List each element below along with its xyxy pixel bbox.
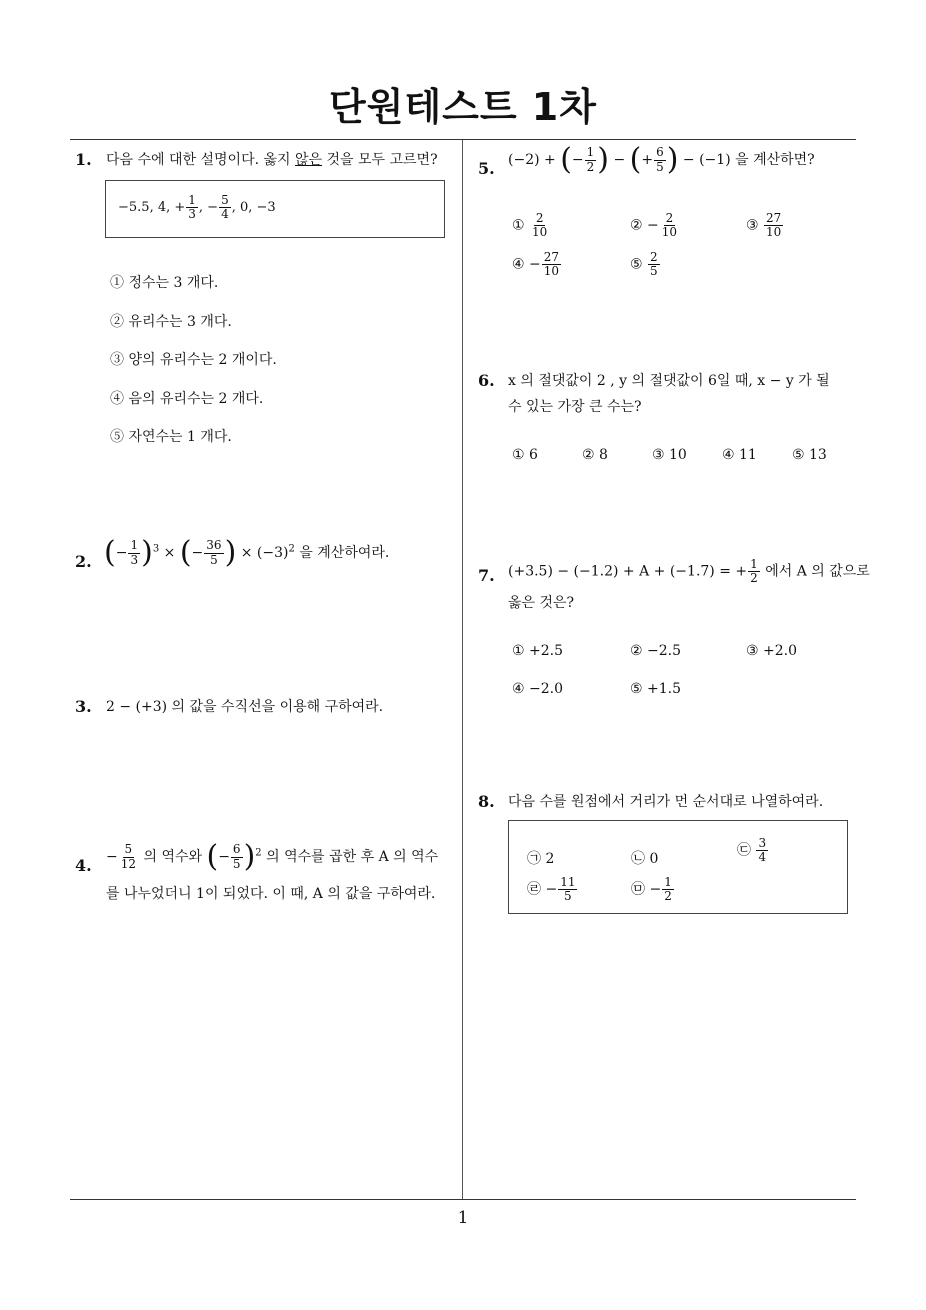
q5-choice-4-num: 27: [543, 250, 560, 264]
q1-text: [106, 152, 438, 169]
q7-frac: [748, 558, 760, 585]
q4-text-2: 의 역수를 곱한 후 A 의 역수: [261, 849, 439, 865]
q5-choice-4: [512, 251, 562, 278]
q1-choice-2: ② 유리수는 3 개다.: [110, 314, 232, 330]
q5-choice-3-den: 10: [766, 225, 782, 240]
q5-frac-2: [654, 146, 666, 173]
q1-choice-4: ④ 음의 유리수는 2 개다.: [110, 391, 264, 407]
q5-choice-3-frac: [764, 212, 783, 239]
q7-frac-den: 2: [750, 571, 758, 586]
q8-item-3-frac: [756, 837, 768, 864]
q7-choice-4: ④ −2.0: [512, 681, 563, 697]
q8-item-5-mark: ㉤: [631, 881, 645, 898]
q8-item-5-num: 1: [664, 875, 672, 889]
q1-text-a: 다음 수에 대한 설명이다. 옳지: [106, 152, 295, 168]
q4-exponent: 2: [255, 847, 262, 859]
q5-choice-4-mark: ④: [512, 256, 525, 273]
q2-exponent-2: 2: [288, 543, 295, 555]
q1-number: 1.: [75, 150, 92, 169]
q1-choice-5: ⑤ 자연수는 1 개다.: [110, 429, 232, 445]
q2-tail-b: 을 계산하여라.: [294, 545, 390, 561]
q1-number-box: [105, 180, 445, 238]
q8-item-5-frac: [662, 876, 674, 903]
q5-lparen-1: (: [560, 142, 572, 177]
q2-times: ×: [159, 545, 180, 561]
q5-choice-1-frac: [530, 212, 549, 239]
bottom-rule: [70, 1199, 856, 1200]
q8-item-4-den: 5: [564, 889, 572, 904]
q7-line-1: [508, 558, 870, 585]
q7-choice-3: ③ +2.0: [746, 643, 797, 659]
q7-choice-5: ⑤ +1.5: [630, 681, 681, 697]
q5-choice-4-sign: −: [529, 256, 541, 273]
q1-frac-2: [219, 194, 231, 221]
q2-tail-a: × (−3): [236, 545, 289, 561]
q1-frac-2-num: 5: [221, 193, 229, 207]
q2-expression: (− $\frac{1}{3}$ )$^3$ × (− $\frac{36}{5}$ ) × $(-3)^2$ 을 계산하여라.: [104, 535, 390, 570]
page-title: 단원테스트 1차: [329, 85, 597, 129]
q5-rparen-2: ): [666, 142, 679, 177]
q5-choice-3-num: 27: [766, 211, 782, 225]
q1-box-b: , −: [198, 200, 219, 216]
q4-number: 4.: [75, 856, 92, 875]
q2-frac-1-num: 1: [130, 538, 139, 553]
q5-choice-2-mark: ②: [630, 217, 643, 234]
q8-item-3: [737, 837, 769, 864]
q5-frac-1: [585, 146, 597, 173]
q1-text-b: 것을 모두 고르면?: [322, 152, 438, 168]
q5-frac-2-den: 5: [656, 159, 664, 174]
q8-item-5-sign: −: [649, 881, 662, 898]
q6-line-2: 수 있는 가장 큰 수는?: [508, 399, 642, 415]
q5-choice-2-num: 2: [665, 211, 674, 225]
q4-frac-1-den: 12: [120, 856, 137, 871]
q7-choice-1: ① +2.5: [512, 643, 563, 659]
q5-choice-5-num: 2: [650, 250, 658, 264]
q6-choice-4: ④ 11: [722, 447, 757, 463]
q5-choice-1-num: 2: [535, 211, 544, 225]
q6-choice-5: ⑤ 13: [792, 447, 827, 463]
q5-frac-2-num: 6: [656, 145, 664, 160]
q7-choice-2: ② −2.5: [630, 643, 681, 659]
q1-frac-2-den: 4: [221, 207, 229, 222]
q1-frac-1-num: 1: [188, 193, 196, 207]
q2-rparen-1: ): [141, 535, 153, 570]
q4-rparen: ): [243, 839, 256, 874]
q5-lparen-2: (: [629, 142, 642, 177]
q8-item-1-mark: ㉠: [527, 851, 541, 867]
q1-frac-1-den: 3: [188, 207, 196, 222]
q1-box-c: , 0, −3: [231, 200, 276, 216]
q8-item-4: [527, 876, 578, 903]
q8-number: 8.: [478, 792, 495, 811]
q2-number: 2.: [75, 552, 92, 571]
q1-text-underlined: 않은: [295, 152, 323, 168]
q5-choice-2: [630, 212, 680, 239]
q2-frac-2: [204, 539, 223, 566]
q2-frac-2-num: 36: [206, 538, 222, 553]
q6-line-1: x 의 절댓값이 2 , y 의 절댓값이 6일 때, x − y 가 될: [508, 373, 830, 389]
q8-item-2-mark: ㉡: [631, 851, 645, 867]
q5-frac-1-num: 1: [586, 145, 595, 160]
q5-choice-3: [746, 212, 784, 239]
q5-choice-4-den: 10: [543, 264, 560, 279]
q7-frac-num: 1: [750, 557, 758, 571]
q5-choice-5-mark: ⑤: [630, 256, 643, 273]
q5-choice-1-den: 10: [532, 225, 548, 240]
q5-text-1: (−2) +: [508, 152, 561, 168]
q4-frac-1: [119, 843, 138, 870]
q5-text-3: − (−1) 을 계산하면?: [678, 152, 815, 168]
q4-lparen: (: [206, 839, 219, 874]
q2-exponent-1: 3: [152, 543, 160, 555]
q5-number: 5.: [478, 159, 495, 178]
q8-item-4-sign: −: [545, 881, 558, 898]
q2-frac-2-den: 5: [210, 552, 218, 567]
q5-choice-2-den: 10: [661, 225, 678, 240]
q8-item-4-frac: [558, 876, 577, 903]
q5-text-2: −: [609, 152, 630, 168]
q8-item-5: [631, 876, 675, 903]
q4-line-1: − $\frac{5}{12}$ 의 역수와 (− $\frac{6}{5}$ )$^2$ 의 역수를 곱한 후 A 의 역수: [106, 839, 439, 874]
q5-choice-4-frac: [542, 251, 561, 278]
q4-text-1: 의 역수와: [139, 849, 207, 865]
q5-choice-3-mark: ③: [746, 217, 759, 234]
q6-number: 6.: [478, 371, 495, 390]
q1-box-a: −5.5, 4, +: [118, 200, 186, 216]
q8-item-4-mark: ㉣: [527, 881, 541, 898]
q8-item-4-num: 11: [560, 875, 576, 889]
q6-choice-2: ② 8: [582, 447, 608, 463]
q6-choice-3: ③ 10: [652, 447, 687, 463]
column-divider: [462, 140, 463, 1200]
q5-choice-1: [512, 212, 550, 239]
q3-number: 3.: [75, 697, 92, 716]
q1-choice-3: ③ 양의 유리수는 2 개이다.: [110, 352, 277, 368]
q4-frac-2: [231, 843, 243, 870]
q8-item-1-value: 2: [545, 851, 555, 867]
q8-item-2-value: 0: [649, 851, 659, 867]
q4-line-2: 를 나누었더니 1이 되었다. 이 때, A 의 값을 구하여라.: [106, 886, 436, 902]
q8-item-1: [527, 848, 554, 868]
q1-frac-1: [186, 194, 198, 221]
q4-frac-1-num: 5: [124, 842, 133, 857]
q1-number-list: [118, 194, 276, 221]
q7-line-2: 옳은 것은?: [508, 595, 575, 611]
q8-number-box: [508, 820, 848, 914]
q8-item-5-den: 2: [664, 889, 672, 904]
q2-lparen-2: (: [179, 535, 192, 570]
q5-expression: (−2) + (− $\frac{1}{2}$ ) − (+ $\frac{6}{5}$ ) − (−1) 을 계산하면?: [508, 142, 815, 177]
q2-frac-1-den: 3: [130, 552, 139, 567]
q5-frac-1-den: 2: [586, 159, 595, 174]
q5-choice-5-frac: [648, 251, 660, 278]
q2-frac-1: [128, 539, 140, 566]
q4-frac-2-num: 6: [232, 842, 241, 857]
q4-frac-2-den: 5: [232, 856, 241, 871]
q1-choice-1: ① 정수는 3 개다.: [110, 275, 219, 291]
q3-text: 2 − (+3) 의 값을 수직선을 이용해 구하여라.: [106, 699, 384, 715]
q2-rparen-2: ): [224, 535, 237, 570]
q8-item-3-den: 4: [758, 850, 767, 865]
q7-text-2: 에서 A 의 값으로: [760, 563, 870, 580]
q5-choice-2-sign: −: [647, 217, 659, 234]
q5-choice-2-frac: [660, 212, 679, 239]
q8-text: 다음 수를 원점에서 거리가 먼 순서대로 나열하여라.: [508, 794, 824, 810]
q7-text-1: (+3.5) − (−1.2) + A + (−1.7) = +: [508, 563, 748, 580]
top-rule: [70, 139, 856, 140]
q5-rparen-1: ): [597, 142, 610, 177]
q5-choice-5: [630, 251, 661, 278]
q7-number: 7.: [478, 566, 495, 585]
q8-item-2: [631, 848, 658, 868]
q5-choice-5-den: 5: [650, 264, 658, 279]
q5-choice-1-mark: ①: [512, 217, 525, 234]
q8-item-3-num: 3: [758, 836, 767, 850]
page-number: 1: [457, 1208, 469, 1228]
q6-choice-1: ① 6: [512, 447, 538, 463]
q8-item-3-mark: ㉢: [737, 842, 751, 859]
q2-lparen-1: (: [104, 535, 116, 570]
